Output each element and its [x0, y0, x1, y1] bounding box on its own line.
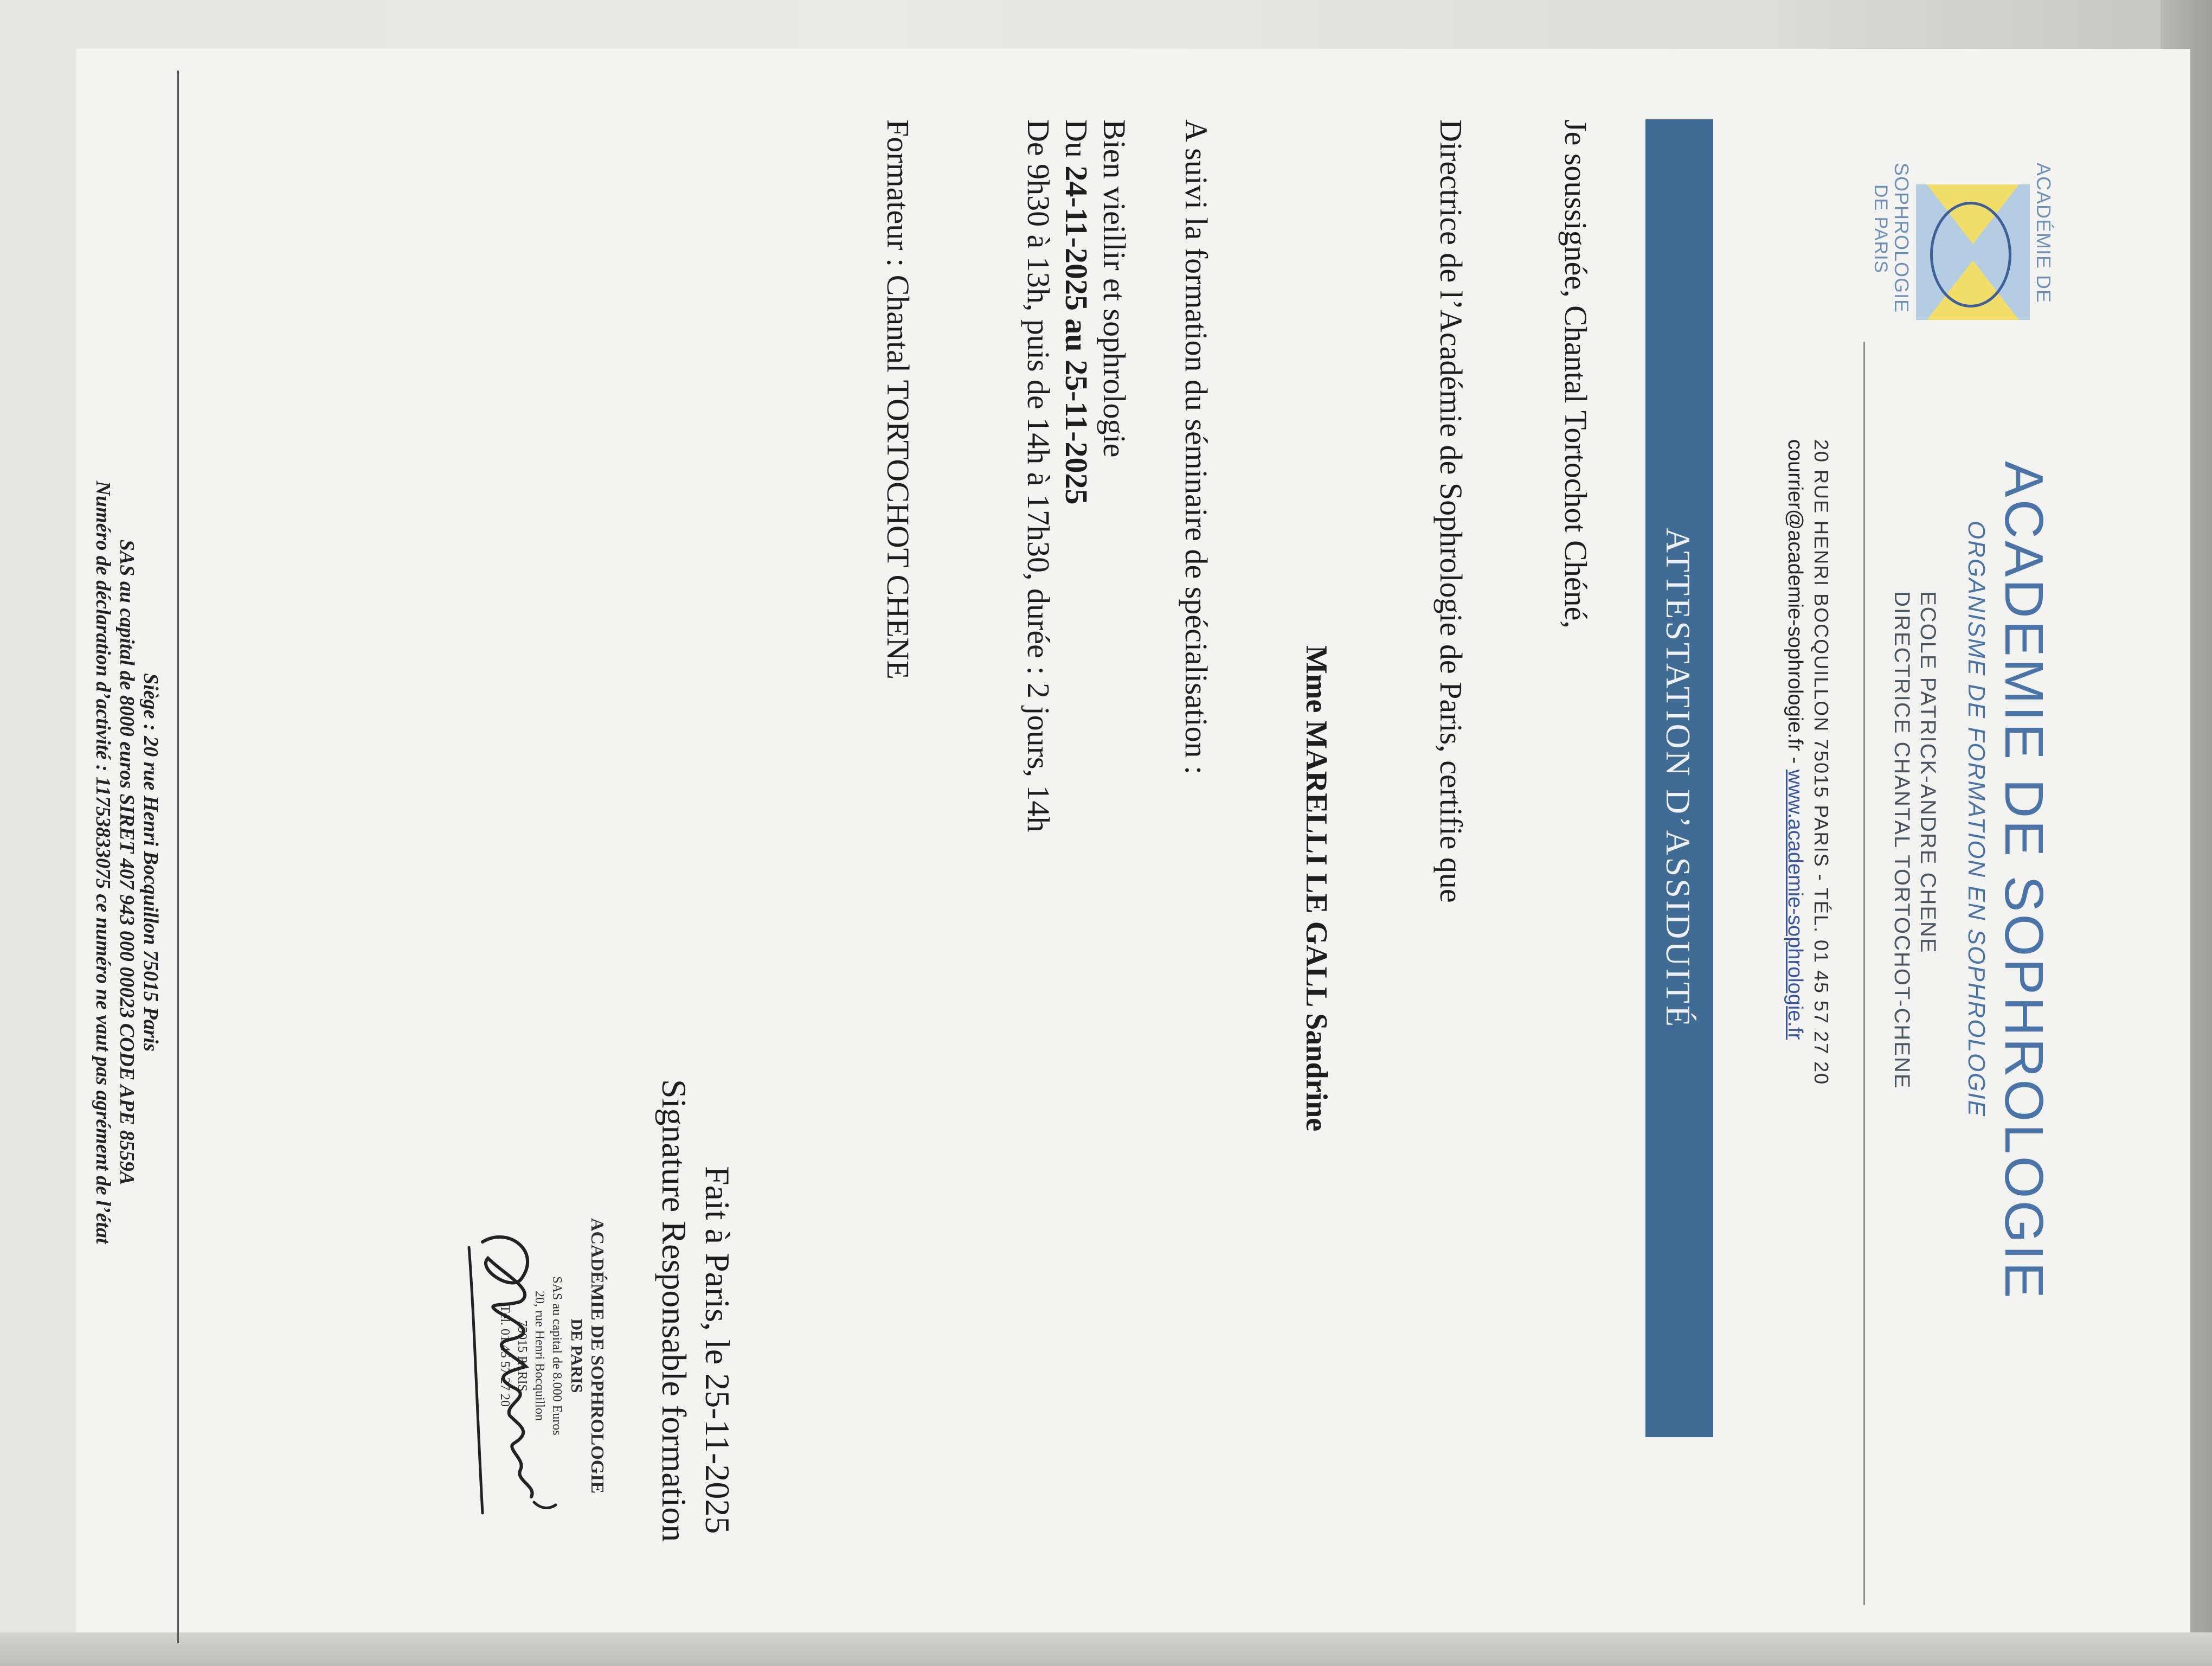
- training-statement: A suivi la formation du séminaire de spécialisation :: [1179, 119, 1214, 775]
- document-title: ATTESTATION D’ASSIDUITÉ: [1659, 527, 1697, 1029]
- bottom-strip: [0, 1632, 2212, 1666]
- academy-subtitle: ORGANISME DE FORMATION EN SOPHROLOGIE: [1963, 521, 1990, 1117]
- seminar-schedule: De 9h30 à 13h, puis de 14h à 17h30, durée : 2 jours, 14h: [1021, 119, 1056, 832]
- seminar-details: [1019, 119, 1133, 832]
- contact-separator: -: [1784, 751, 1806, 770]
- stamp-line-1: ACADÉMIE DE SOPHROLOGIE: [587, 1218, 607, 1494]
- email-address: courrier@academie-sophrologie.fr: [1784, 439, 1806, 752]
- school-name: ECOLE PATRICK-ANDRE CHENE: [1916, 591, 1940, 954]
- place-and-date: Fait à Paris, le 25-11-2025: [698, 1166, 737, 1534]
- title-banner: [1645, 119, 1713, 1437]
- stamp-line-4: 20, rue Henri Bocquillon: [532, 1291, 546, 1421]
- dates-prefix: Du: [1059, 119, 1094, 166]
- seminar-dates: [1057, 119, 1095, 832]
- stamp-line-3: SAS au capital de 8.000 Euros: [550, 1276, 564, 1436]
- footer-declaration: Numéro de déclaration d’activité : 11753833075 ce numéro ne vaut pas agrément de l’état: [92, 480, 114, 1244]
- declaration-line: Je soussignée, Chantal Tortochot Chéné,: [1558, 119, 1593, 629]
- footer-divider: [177, 71, 179, 1643]
- footer-headquarters: Siège : 20 rue Henri Bocquillon 75015 Paris: [139, 673, 162, 1052]
- logo-bottom-text-1: SOPHROLOGIE: [1891, 163, 1913, 313]
- school-info: [1889, 591, 1941, 1350]
- logo-emblem-ellipse: [1930, 202, 2011, 307]
- stamp-line-5: 75015 PARIS: [515, 1320, 529, 1392]
- academy-title: ACADEMIE DE SOPHROLOGIE: [1994, 461, 2054, 1300]
- academy-logo: [1870, 163, 2055, 320]
- logo-bottom-text-2: DE PARIS: [1870, 184, 1891, 274]
- beneficiary-name: Mme MARELLI LE GALL Sandrine: [1300, 645, 1333, 1132]
- signature-label: Signature Responsable formation: [655, 1079, 693, 1542]
- logo-top-text: ACADÉMIE DE: [2033, 163, 2055, 304]
- stamp-line-6: Tél. 01 45 57 27 20: [498, 1305, 512, 1407]
- postal-address: 20 RUE HENRI BOCQUILLON 75015 PARIS - TÉL. 01 45 57 27 20: [1810, 439, 1832, 1086]
- website-link[interactable]: www.academie-sophrologie.fr: [1784, 769, 1806, 1040]
- school-director: DIRECTRICE CHANTAL TORTOCHOT-CHENE: [1890, 591, 1914, 1090]
- certificate-document: [76, 49, 2190, 1632]
- header-divider: [1863, 342, 1865, 1605]
- handwritten-signature: [445, 1209, 586, 1535]
- trainer-line: Formateur : Chantal TORTOCHOT CHENE: [880, 119, 916, 680]
- stamp-line-2: DE PARIS: [568, 1318, 586, 1393]
- certification-line: Directrice de l’Académie de Sophrologie de Paris, certifie que: [1433, 119, 1469, 903]
- seminar-title: Bien vieillir et sophrologie: [1097, 119, 1132, 458]
- contact-line: [1783, 439, 1806, 1415]
- dates-value: 24-11-2025 au 25-11-2025: [1059, 165, 1094, 505]
- footer-company-info: SAS au capital de 8000 euros SIRET 407 943 000 00023 CODE APE 8559A: [115, 539, 138, 1186]
- company-stamp: [401, 1188, 607, 1524]
